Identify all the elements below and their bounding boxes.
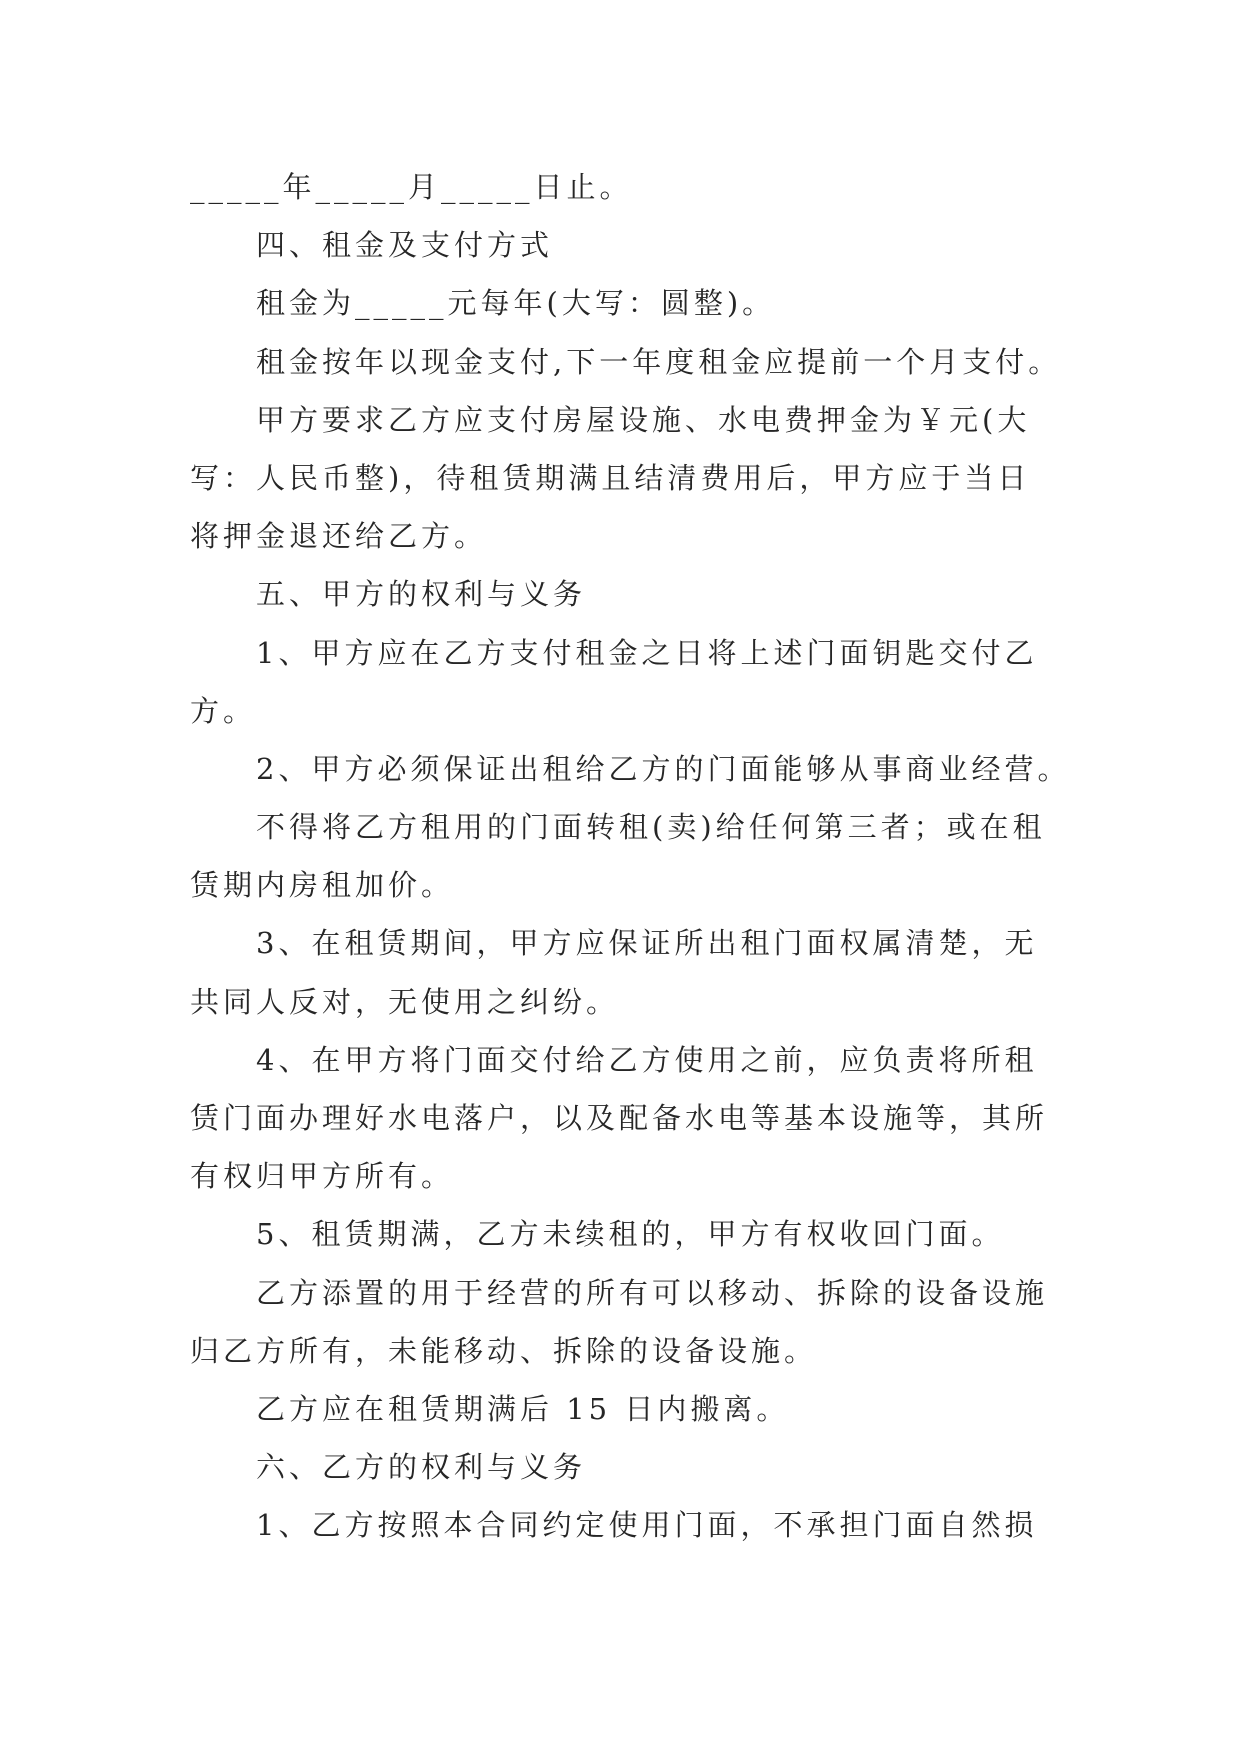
text-line: 写：人民币整)，待租赁期满且结清费用后，甲方应于当日 — [190, 460, 1031, 495]
text-line: 4、在甲方将门面交付给乙方使用之前，应负责将所租 — [256, 1042, 1038, 1077]
text-line: 四、租金及支付方式 — [256, 228, 554, 263]
text-line: 将押金退还给乙方。 — [190, 519, 488, 554]
text-line: 1、乙方按照本合同约定使用门面，不承担门面自然损 — [256, 1508, 1038, 1543]
text-line: 五、甲方的权利与义务 — [256, 577, 587, 612]
text-line: 乙方添置的用于经营的所有可以移动、拆除的设备设施 — [256, 1275, 1049, 1310]
text-line: 1、甲方应在乙方支付租金之日将上述门面钥匙交付乙 — [256, 635, 1038, 670]
text-line: _____年_____月_____日止。 — [190, 170, 633, 204]
contract-body — [190, 158, 1071, 1555]
text-line: 方。 — [190, 693, 257, 728]
text-line: 租金为_____元每年(大写：圆整)。 — [256, 286, 776, 321]
text-line: 六、乙方的权利与义务 — [256, 1450, 587, 1485]
text-line: 租金按年以现金支付,下一年度租金应提前一个月支付。 — [256, 344, 1062, 379]
text-line: 甲方要求乙方应支付房屋设施、水电费押金为￥元(大 — [256, 402, 1031, 437]
text-line: 乙方应在租赁期满后 15 日内搬离。 — [256, 1391, 790, 1426]
text-line: 共同人反对，无使用之纠纷。 — [190, 984, 620, 1019]
text-line: 归乙方所有，未能移动、拆除的设备设施。 — [190, 1333, 818, 1368]
text-line: 5、租赁期满，乙方未续租的，甲方有权收回门面。 — [256, 1217, 1005, 1252]
text-line: 2、甲方必须保证出租给乙方的门面能够从事商业经营。 — [256, 751, 1071, 786]
text-line: 3、在租赁期间，甲方应保证所出租门面权属清楚，无 — [256, 926, 1038, 961]
text-line: 赁门面办理好水电落户，以及配备水电等基本设施等，其所 — [190, 1101, 1049, 1135]
text-line: 赁期内房租加价。 — [190, 868, 455, 903]
text-line: 有权归甲方所有。 — [190, 1159, 455, 1194]
text-line: 不得将乙方租用的门面转租(卖)给任何第三者；或在租 — [256, 810, 1046, 845]
